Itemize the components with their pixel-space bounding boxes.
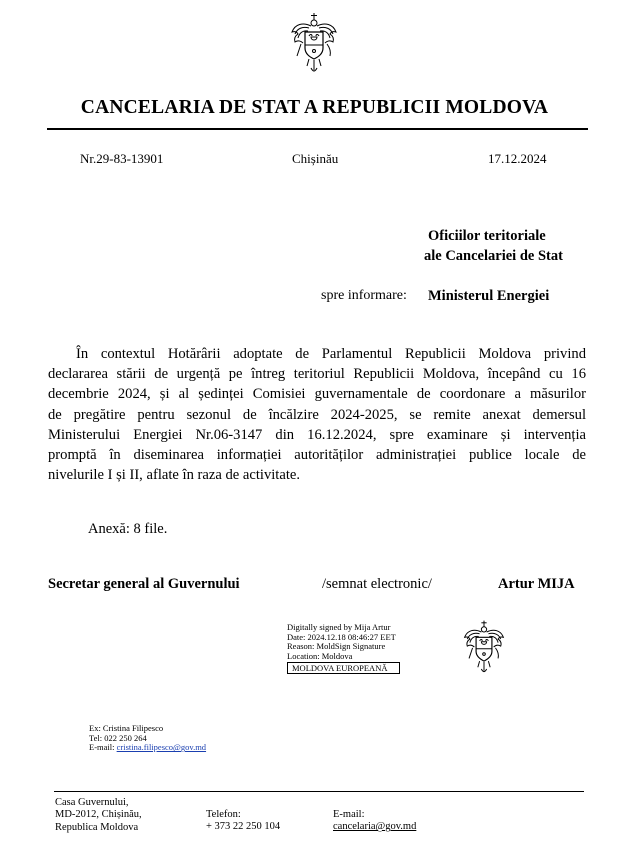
digital-signature-reason: Reason: MoldSign Signature [287, 641, 386, 652]
digital-signature-location: Location: Moldova [287, 650, 353, 661]
digital-signature-signer: Digitally signed by Mija Artur [287, 622, 391, 632]
cc-label: spre informare: [321, 288, 407, 303]
footer-phone [206, 809, 280, 834]
addressee-line-1: Oficiilor teritoriale [428, 228, 546, 244]
footer-address-line: Casa Guvernului, [55, 797, 129, 808]
footer-address-line: Republica Moldova [55, 821, 139, 833]
footer-address-line: MD-2012, Chișinău, [55, 809, 142, 821]
executor-name: Ex: Cristina Filipesco [89, 723, 164, 733]
coat-of-arms-icon [289, 12, 339, 74]
footer-divider [54, 791, 584, 792]
coat-of-arms-icon [462, 619, 506, 675]
signatory-name: Artur MIJA [498, 576, 575, 592]
executor-email-row [89, 743, 206, 753]
body-line: În contextul Hotărârii adoptate de Parlamentul Republicii Moldova privind [76, 346, 586, 362]
coat-of-arms-top [289, 12, 339, 74]
document-number: Nr.29-83-13901 [80, 151, 164, 166]
footer-email [333, 809, 416, 834]
body-line: promptă în diseminarea informației autorităților administrației publice locale de [48, 446, 586, 463]
footer-address [55, 797, 142, 834]
digital-signature-block [287, 623, 400, 674]
body-line: de pregătire pentru sezonul de încălzire 2024-2025, se remite anexat demersul [48, 406, 586, 423]
digital-signature-date: Date: 2024.12.18 08:46:27 EET [287, 631, 396, 642]
addressee-line-2: ale Cancelariei de Stat [424, 248, 563, 264]
document-city: Chișinău [292, 151, 339, 166]
footer-phone-number: + 373 22 250 104 [206, 821, 281, 833]
document-date: 17.12.2024 [488, 151, 547, 166]
body-line: declararea stării de urgență pe întreg teritoriul Republicii Moldova, începând cu 16 [48, 366, 586, 383]
digital-signature-box: MOLDOVA EUROPEANĂ [287, 662, 400, 674]
coat-of-arms-signature [462, 619, 506, 675]
annex-note: Anexă: 8 file. [88, 521, 168, 537]
body-paragraph [48, 344, 586, 485]
body-line: nivelurile I și II, aflate în raza de activitate. [48, 467, 301, 484]
footer-email-label: E-mail: [333, 809, 365, 820]
executor-email-link[interactable]: cristina.filipesco@gov.md [116, 742, 207, 753]
executor-block [89, 724, 206, 753]
body-line: Ministerului Energiei Nr.06-3147 din 16.12.2024, spre examinare și intervenția [48, 426, 586, 443]
footer-phone-label: Telefon: [206, 809, 241, 820]
footer-email-link[interactable]: cancelaria@gov.md [333, 821, 417, 833]
page-title: CANCELARIA DE STAT A REPUBLICII MOLDOVA [80, 97, 549, 118]
executor-phone: Tel: 022 250 264 [89, 732, 147, 743]
executor-email-label: E-mail: [89, 742, 115, 753]
cc-value: Ministerul Energiei [428, 288, 550, 304]
body-line: decembrie 2024, și al ședinței Comisiei guvernamentale de coordonare a măsurilor [48, 386, 586, 403]
signatory-position: Secretar general al Guvernului [48, 576, 240, 592]
header-divider [47, 128, 588, 130]
signature-method: /semnat electronic/ [322, 576, 432, 592]
